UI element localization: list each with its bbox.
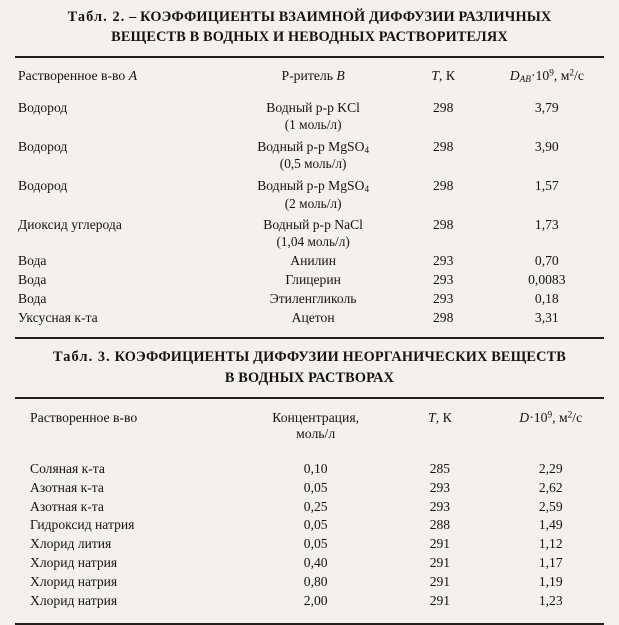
table3-body [14, 453, 605, 609]
table2-cell-temperature: 298 [432, 310, 454, 326]
table3-cell-diffusion: 1,17 [538, 555, 563, 571]
table2-cell-substance: Вода [18, 252, 47, 268]
table3-cell-concentration: 0,05 [303, 536, 328, 552]
table3-cell-diffusion: 1,12 [538, 536, 563, 552]
table3-cell-diffusion: 2,59 [538, 498, 563, 514]
table2-cell-substance: Водород [18, 138, 68, 154]
table2-title-line1 [14, 7, 605, 27]
table-row [14, 249, 605, 268]
table2-cell-temperature: 298 [432, 216, 454, 232]
table3-cell-concentration: 0,10 [303, 460, 328, 476]
table3-cell-concentration: 0,25 [303, 498, 328, 514]
table3-cell-substance: Соляная к-та [30, 460, 105, 476]
table2-cell-solvent: Ацетон [291, 310, 335, 326]
table3-header-row [14, 399, 605, 453]
table3-cell-concentration: 2,00 [303, 593, 328, 609]
table2-cell-diffusion: 3,90 [534, 138, 559, 154]
table-row [14, 211, 605, 249]
table3-cell-diffusion: 2,62 [538, 479, 563, 495]
table-row [14, 552, 605, 571]
table2-header-diffusion: $D_{AB}\cdot 10^9$, $м^2/с$ [509, 67, 584, 85]
table3-cell-diffusion: 1,23 [538, 593, 563, 609]
table2-title-dash: – [125, 9, 141, 25]
table2-cell-solvent-concentration: (2 моль/л) [284, 195, 342, 211]
table2-title [14, 0, 605, 48]
table2-header-substance-symbol: A [128, 67, 138, 83]
table-row [14, 268, 605, 287]
table-row [14, 590, 605, 609]
table-row [14, 172, 605, 211]
table2-title-line2: ВЕЩЕСТВ В ВОДНЫХ И НЕВОДНЫХ РАСТВОРИТЕЛЯХ [111, 29, 508, 46]
table3-cell-substance: Хлорид натрия [30, 574, 118, 590]
table2-cell-diffusion: 0,18 [534, 291, 559, 307]
table3-cell-temperature: 288 [429, 517, 451, 533]
table2-cell-substance: Водород [18, 100, 68, 116]
table2-cell-substance: Уксусная к-та [18, 310, 98, 326]
table2-cell-solvent-concentration: (1 моль/л) [284, 117, 342, 133]
table2-cell-solvent-concentration: (1,04 моль/л) [276, 233, 350, 249]
table3-cell-temperature: 291 [429, 593, 451, 609]
table3-title [14, 339, 605, 388]
table-row [14, 307, 605, 326]
table3-cell-concentration: 0,80 [303, 574, 328, 590]
table2-cell-solvent-concentration: (0,5 моль/л) [279, 156, 347, 172]
table-row [14, 571, 605, 590]
table2-body [14, 94, 605, 326]
table2-cell-diffusion: 1,57 [534, 177, 559, 193]
table2-cell-diffusion: 3,79 [534, 100, 559, 116]
table2-header-substance: Растворенное в-во A [18, 67, 138, 83]
table3-header-temperature: T, К [428, 409, 452, 425]
table3 [14, 399, 605, 609]
table3-cell-temperature: 293 [429, 479, 451, 495]
table2-cell-substance: Вода [18, 271, 47, 287]
table3-cell-concentration: 0,05 [303, 479, 328, 495]
table2-cell-solvent: Водный р-р NaCl (1,04 моль/л) [229, 211, 398, 249]
table-row [14, 495, 605, 514]
table2-cell-diffusion: 0,70 [534, 252, 559, 268]
table-row [14, 514, 605, 533]
table3-cell-substance: Азотная к-та [30, 498, 104, 514]
table2-cell-temperature: 293 [432, 252, 454, 268]
table3-cell-diffusion: 1,19 [538, 574, 563, 590]
table2-header-solvent-symbol: B [336, 67, 345, 83]
table3-header-substance: Растворенное в-во [30, 409, 138, 425]
table2-cell-solvent: Водный р-р KCl (1 моль/л) [229, 94, 398, 132]
table2-cell-solvent: Анилин [290, 252, 336, 268]
table3-cell-diffusion: 1,49 [538, 517, 563, 533]
table3-cell-substance: Азотная к-та [30, 479, 104, 495]
table3-cell-temperature: 291 [429, 574, 451, 590]
table3-cell-diffusion: 2,29 [538, 460, 563, 476]
table3-cell-concentration: 0,05 [303, 517, 328, 533]
table-row [14, 288, 605, 307]
table2-cell-solvent: Глицерин [285, 271, 341, 287]
table2-cell-temperature: 298 [432, 100, 454, 116]
table2-cell-solvent: Водный р-р MgSO$_4$ (0,5 моль/л) [229, 133, 398, 172]
table2-cell-temperature: 293 [432, 291, 454, 307]
table3-cell-temperature: 293 [429, 498, 451, 514]
table-row [14, 476, 605, 495]
table3-cell-temperature: 291 [429, 536, 451, 552]
table3-cell-temperature: 285 [429, 460, 451, 476]
table3-cell-substance: Гидроксид натрия [30, 517, 135, 533]
table3-header-diffusion: $D\cdot 10^9$, $м^2/с$ [519, 409, 583, 425]
table3-title-line1 [14, 347, 605, 367]
table-row [14, 133, 605, 172]
table2-cell-temperature: 298 [432, 177, 454, 193]
table-row [14, 453, 605, 477]
table2-cell-solvent: Водный р-р MgSO$_4$ (2 моль/л) [229, 172, 398, 211]
table2 [14, 58, 605, 327]
table3-cell-temperature: 291 [429, 555, 451, 571]
table3-title-line2: В ВОДНЫХ РАСТВОРАХ [224, 369, 395, 386]
table2-cell-substance: Вода [18, 291, 47, 307]
table3-label: Табл. 3. [53, 349, 111, 366]
table2-title-text1: КОЭФФИЦИЕНТЫ ВЗАИМНОЙ ДИФФУЗИИ РАЗЛИЧНЫХ [140, 9, 552, 25]
table3-cell-substance: Хлорид натрия [30, 555, 118, 571]
table2-cell-temperature: 298 [432, 138, 454, 154]
table2-header-solvent: Р-ритель B [281, 67, 345, 83]
table3-cell-substance: Хлорид натрия [30, 593, 118, 609]
table3-cell-concentration: 0,40 [303, 555, 328, 571]
table3-title-text1: КОЭФФИЦИЕНТЫ ДИФФУЗИИ НЕОРГАНИЧЕСКИХ ВЕЩЕСТВ [114, 349, 566, 366]
table2-cell-solvent: Этиленгликоль [269, 291, 357, 307]
table2-label: Табл. 2. [67, 9, 126, 25]
table-row [14, 94, 605, 132]
table2-header-row [14, 58, 605, 95]
table2-cell-substance: Водород [18, 177, 68, 193]
table2-cell-diffusion: 1,73 [534, 216, 559, 232]
table-row [14, 533, 605, 552]
table3-cell-substance: Хлорид лития [30, 536, 112, 552]
table2-cell-substance: Диоксид углерода [18, 216, 122, 232]
table2-header-temperature: T, К [431, 67, 455, 83]
table3-header-concentration: Концентрация, моль/л [248, 399, 383, 453]
table2-cell-temperature: 293 [432, 271, 454, 287]
table2-cell-diffusion: 3,31 [534, 310, 559, 326]
table3-header-concentration-unit: моль/л [296, 425, 336, 441]
table2-cell-diffusion: 0,0083 [528, 271, 566, 287]
